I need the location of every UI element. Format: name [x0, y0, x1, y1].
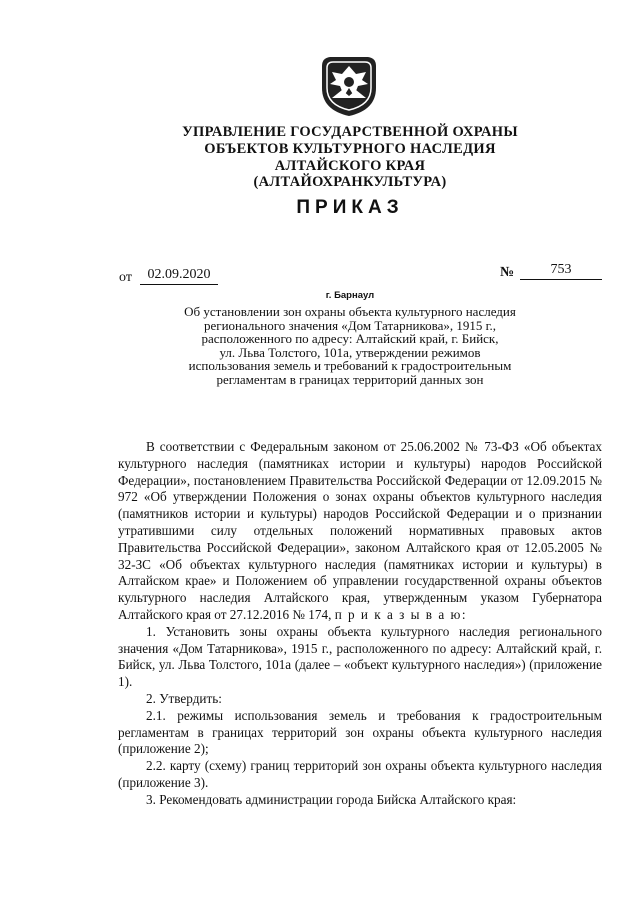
- document-subject: [150, 305, 550, 387]
- date-prefix-label: от: [119, 270, 132, 285]
- subject-line: использования земель и требований к градостроительным: [188, 358, 512, 374]
- body-paragraph: 2.2. карту (схему) границ территорий зон охраны объекта культурного наследия (приложение 3).: [118, 758, 602, 790]
- coat-of-arms-emblem: [318, 52, 380, 118]
- body-paragraph: 2. Утвердить:: [146, 690, 222, 706]
- body-paragraph: 3. Рекомендовать администрации города Бийска Алтайского края:: [146, 791, 517, 807]
- org-line: УПРАВЛЕНИЕ ГОСУДАРСТВЕННОЙ ОХРАНЫ: [182, 124, 518, 140]
- number-sign-label: №: [500, 265, 515, 280]
- document-date: 02.09.2020: [140, 267, 218, 285]
- document-type-title: ПРИКАЗ: [296, 197, 404, 218]
- preamble-text: В соответствии с Федеральным законом от 25.06.2002 № 73-ФЗ «Об объектах культурного наследия (памятниках истории и культуры) народов Российской Федерации», постановлением Правительства Российской Федерации от 12.09.2015 № 972 «Об утверждении Положения о зонах охраны объектов культурного наследия (памятников истории и культуры) народов Российской Федерации и о признании утратившими силу отдельных положений нормативных правовых актов Правительства Российской Федерации», законом Алтайского края от 12.05.2005 № 32-ЗС «Об объектах культурного наследия (памятниках истории и культуры) в Алтайском крае» и Положением об управлении государственной охраны объектов культурного наследия Алтайского края, утвержденным указом Губернатора Алтайского края от 27.12.2016 № 174,: [118, 439, 602, 622]
- city-label: г. Барнаул: [325, 290, 375, 301]
- body-paragraph: 1. Установить зоны охраны объекта культурного наследия регионального значения «Дом Татарникова», 1915 г., расположенного по адресу: Алтайский край, г. Бийск, ул. Льва Толстого, 101а (далее – «объект культурного наследия») (приложение 1).: [118, 623, 602, 690]
- order-word: п р и к а з ы в а ю:: [334, 606, 467, 622]
- subject-line: расположенного по адресу: Алтайский край, г. Бийск,: [201, 331, 499, 347]
- subject-line: регламентам в границах территорий данных зон: [216, 371, 484, 387]
- subject-line: регионального значения «Дом Татарникова», 1915 г.,: [203, 317, 496, 333]
- document-body: [118, 439, 602, 809]
- org-line: (АЛТАЙОХРАНКУЛЬТУРА): [253, 174, 447, 191]
- body-paragraph: 2.1. режимы использования земель и требования к градостроительным регламентам в границах территорий зон охраны объекта культурного наследия (приложение 2);: [118, 707, 602, 757]
- subject-line: ул. Льва Толстого, 101а, утверждении режимов: [219, 344, 481, 360]
- org-line: ОБЪЕКТОВ КУЛЬТУРНОГО НАСЛЕДИЯ: [204, 140, 496, 157]
- organization-name: [150, 124, 550, 191]
- subject-line: Об установлении зон охраны объекта культурного наследия: [184, 304, 516, 319]
- document-number: 753: [520, 262, 602, 280]
- org-line: АЛТАЙСКОГО КРАЯ: [274, 157, 426, 174]
- body-paragraph-preamble: [118, 439, 602, 624]
